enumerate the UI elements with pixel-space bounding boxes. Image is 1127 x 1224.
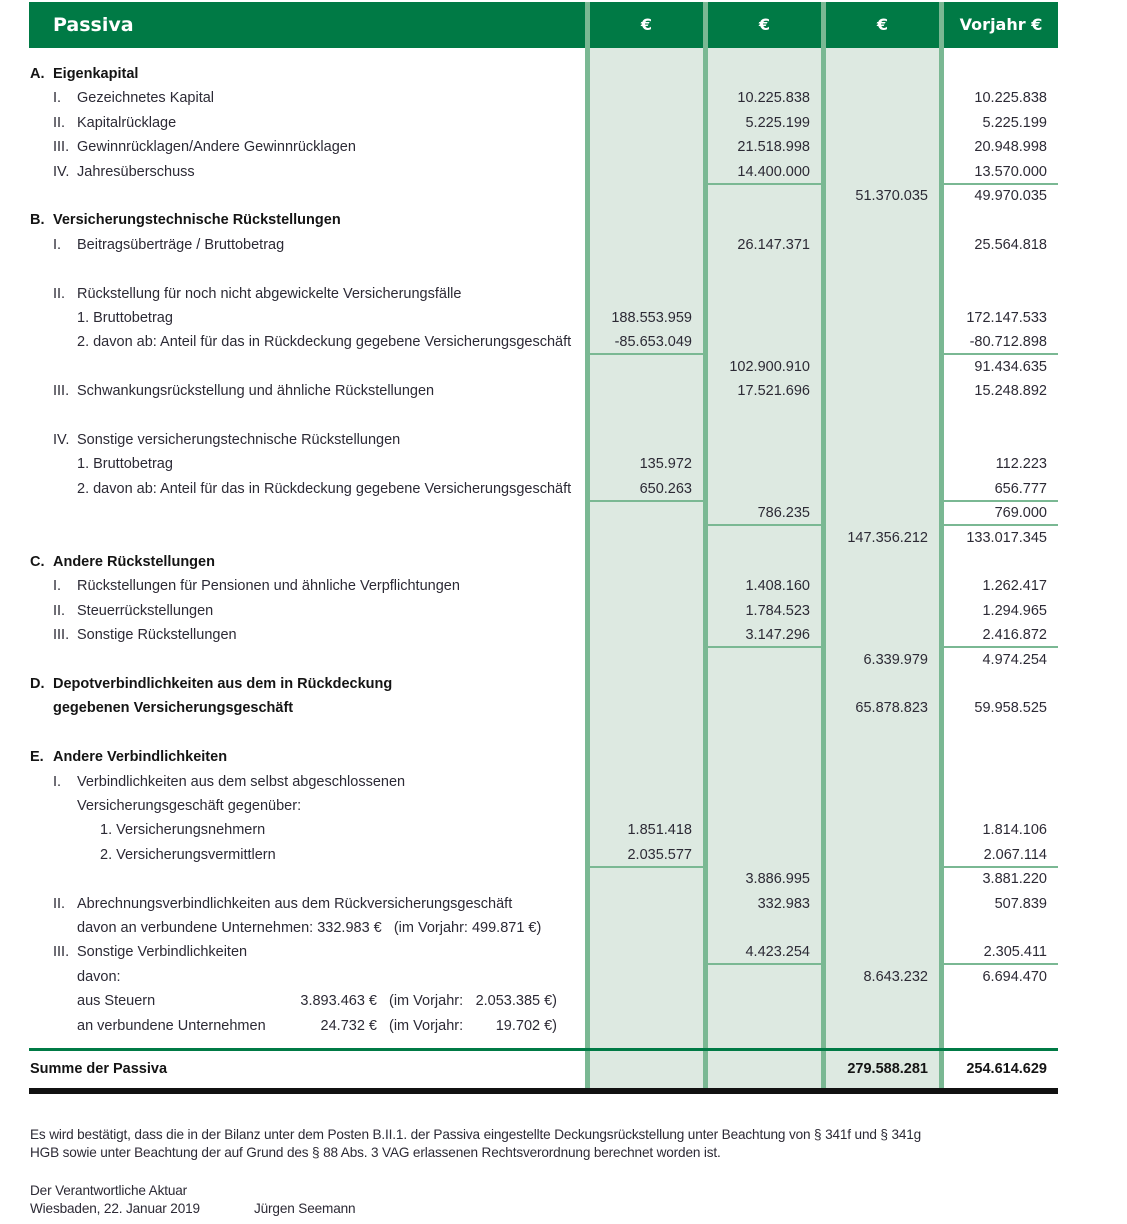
row-label: Depotverbindlichkeiten aus dem in Rückdeckung bbox=[53, 676, 393, 692]
total-divider bbox=[29, 1048, 1058, 1051]
table-row bbox=[0, 843, 1127, 867]
row-label: Eigenkapital bbox=[53, 66, 139, 82]
subtotal-row bbox=[0, 184, 1127, 208]
table-row bbox=[0, 86, 1127, 110]
row-marker: IV. bbox=[53, 163, 70, 180]
row-marker: IV. bbox=[53, 432, 70, 448]
total-label: Summe der Passiva bbox=[30, 1061, 168, 1077]
subtotal-row bbox=[0, 355, 1127, 379]
value-col2: 10.225.838 bbox=[737, 90, 810, 107]
subtotal-row bbox=[0, 648, 1127, 672]
row-label: Gezeichnetes Kapital bbox=[77, 90, 215, 107]
row-marker: III. bbox=[53, 627, 70, 644]
subtotal-row bbox=[0, 257, 1127, 281]
value-prior-year: 1.814.106 bbox=[982, 822, 1047, 839]
value-col1: 1.851.418 bbox=[627, 822, 692, 839]
row-label: Verbindlichkeiten aus dem selbst abgeschlossenen bbox=[77, 773, 406, 790]
value-prior-year: 2.416.872 bbox=[982, 627, 1047, 644]
value-col3: 65.878.823 bbox=[855, 700, 928, 717]
row-label: 2. davon ab: Anteil für das in Rückdeckung gegebene Versicherungsgeschäft bbox=[77, 334, 572, 351]
section-heading bbox=[0, 62, 1127, 86]
row-marker: A. bbox=[30, 66, 45, 82]
table-row bbox=[0, 330, 1127, 354]
value-col2: 3.886.995 bbox=[745, 871, 810, 888]
table-row bbox=[0, 233, 1127, 257]
table-row bbox=[0, 135, 1127, 159]
table-bottom-rule bbox=[29, 1088, 1058, 1094]
row-label: Versicherungsgeschäft gegenüber: bbox=[77, 798, 302, 814]
value-col3: 8.643.232 bbox=[863, 968, 928, 985]
table-row bbox=[0, 477, 1127, 501]
row-label: gegebenen Versicherungsgeschäft bbox=[53, 700, 294, 717]
signatory-role: Der Verantwortliche Aktuar bbox=[30, 1183, 188, 1198]
table-row bbox=[0, 599, 1127, 623]
value-prior-year: 15.248.892 bbox=[974, 383, 1047, 400]
value-prior-year: 20.948.998 bbox=[974, 139, 1047, 156]
value-prior-year: 3.881.220 bbox=[982, 871, 1047, 888]
detail-prior-amount: 19.702 €) bbox=[495, 1017, 557, 1034]
row-label: Sonstige Rückstellungen bbox=[77, 627, 237, 644]
row-marker: II. bbox=[53, 602, 66, 619]
section-heading bbox=[0, 745, 1127, 769]
table-row bbox=[0, 794, 1127, 818]
value-col2: 5.225.199 bbox=[745, 114, 810, 131]
value-col1: 188.553.959 bbox=[611, 310, 692, 326]
table-row bbox=[0, 306, 1127, 330]
table-row bbox=[0, 1014, 1127, 1038]
signatory-name: Jürgen Seemann bbox=[254, 1201, 356, 1216]
value-prior-year: 2.067.114 bbox=[983, 846, 1047, 863]
value-prior-year: 10.225.838 bbox=[974, 90, 1047, 107]
row-label: 2. Versicherungsvermittlern bbox=[100, 846, 276, 863]
value-col3: 6.339.979 bbox=[863, 651, 928, 668]
value-col2: 17.521.696 bbox=[737, 383, 810, 400]
detail-prior-label: (im Vorjahr: bbox=[389, 993, 464, 1010]
value-col2: 26.147.371 bbox=[737, 236, 810, 253]
value-prior-year: 112.223 bbox=[995, 456, 1047, 473]
total-value-col3: 279.588.281 bbox=[847, 1061, 928, 1077]
row-label: aus Steuern bbox=[77, 993, 156, 1010]
row-marker: D. bbox=[30, 676, 45, 692]
value-prior-year: 4.974.254 bbox=[982, 651, 1047, 668]
table-row bbox=[0, 770, 1127, 794]
value-prior-year: -80.712.898 bbox=[969, 334, 1047, 351]
row-marker: II. bbox=[53, 895, 66, 912]
subtotal-row bbox=[0, 526, 1127, 550]
value-col2: 1.408.160 bbox=[745, 578, 810, 595]
value-prior-year: 769.000 bbox=[994, 505, 1047, 522]
table-row bbox=[0, 965, 1127, 989]
section-heading bbox=[0, 208, 1127, 232]
value-col2: 332.983 bbox=[757, 895, 810, 912]
value-prior-year: 91.434.635 bbox=[974, 358, 1047, 375]
table-title: Passiva bbox=[53, 14, 134, 36]
value-prior-year: 5.225.199 bbox=[982, 114, 1047, 131]
row-marker: E. bbox=[30, 749, 44, 766]
row-label: Beitragsüberträge / Bruttobetrag bbox=[77, 236, 285, 253]
row-marker: I. bbox=[53, 236, 62, 253]
row-marker: III. bbox=[53, 139, 70, 156]
column-header-1: € bbox=[640, 15, 653, 34]
detail-amount: 3.893.463 € bbox=[300, 993, 377, 1010]
subtotal-row bbox=[0, 404, 1127, 428]
value-prior-year: 507.839 bbox=[994, 895, 1047, 912]
row-label: Sonstige versicherungstechnische Rückstellungen bbox=[77, 432, 401, 448]
value-col2: 102.900.910 bbox=[729, 358, 810, 375]
value-prior-year: 656.777 bbox=[994, 480, 1047, 497]
value-prior-year: 49.970.035 bbox=[974, 188, 1047, 204]
row-label: Schwankungsrückstellung und ähnliche Rückstellungen bbox=[77, 383, 435, 400]
value-prior-year: 2.305.411 bbox=[983, 944, 1047, 961]
value-col2: 21.518.998 bbox=[737, 139, 810, 156]
row-label: Kapitalrücklage bbox=[77, 114, 177, 131]
row-label: Andere Rückstellungen bbox=[53, 554, 215, 570]
certification-text-line-1: Es wird bestätigt, dass die in der Bilanz unter dem Posten B.II.1. der Passiva eingestellte Deckungsrückstellung unter Beachtung von § 341f und § 341g bbox=[30, 1127, 922, 1142]
total-value-prior-year: 254.614.629 bbox=[966, 1061, 1047, 1077]
certification-text-line-2: HGB sowie unter Beachtung der auf Grund des § 88 Abs. 3 VAG erlassenen Rechtsverordnung berechnet worden ist. bbox=[30, 1145, 721, 1160]
column-header-prior-year: Vorjahr € bbox=[959, 15, 1043, 34]
detail-prior-label: (im Vorjahr: bbox=[389, 1017, 464, 1034]
row-marker: II. bbox=[53, 114, 66, 131]
total-row bbox=[0, 1057, 1127, 1081]
row-marker: I. bbox=[53, 578, 62, 595]
detail-prior-amount: 2.053.385 €) bbox=[475, 993, 557, 1010]
detail-amount: 24.732 € bbox=[320, 1017, 377, 1034]
subtotal-row bbox=[0, 501, 1127, 525]
column-header-3: € bbox=[876, 15, 889, 34]
value-col3: 51.370.035 bbox=[855, 188, 928, 204]
row-marker: I. bbox=[53, 773, 62, 790]
subtotal-row bbox=[0, 867, 1127, 891]
table-row bbox=[0, 916, 1127, 940]
value-prior-year: 1.294.965 bbox=[982, 602, 1047, 619]
table-row bbox=[0, 379, 1127, 403]
row-label: 1. Bruttobetrag bbox=[77, 310, 173, 326]
value-col1: -85.653.049 bbox=[614, 334, 692, 351]
value-prior-year: 172.147.533 bbox=[966, 310, 1047, 326]
section-heading bbox=[0, 672, 1127, 696]
column-header-2: € bbox=[758, 15, 771, 34]
value-col1: 135.972 bbox=[639, 456, 692, 473]
row-label: Rückstellungen für Pensionen und ähnliche Verpflichtungen bbox=[77, 578, 460, 595]
row-marker: III. bbox=[53, 944, 70, 961]
value-col2: 3.147.296 bbox=[745, 627, 810, 644]
table-row bbox=[0, 428, 1127, 452]
row-label: davon an verbundene Unternehmen: 332.983 € (im Vorjahr: 499.871 €) bbox=[77, 920, 542, 936]
value-prior-year: 59.958.525 bbox=[974, 700, 1047, 717]
row-label: davon: bbox=[77, 968, 121, 985]
table-row bbox=[0, 818, 1127, 842]
value-col2: 14.400.000 bbox=[737, 163, 810, 180]
row-label: Andere Verbindlichkeiten bbox=[53, 749, 228, 766]
row-label: Steuerrückstellungen bbox=[77, 602, 214, 619]
value-col2: 1.784.523 bbox=[745, 602, 810, 619]
row-label: Sonstige Verbindlichkeiten bbox=[77, 944, 248, 961]
value-prior-year: 133.017.345 bbox=[966, 529, 1047, 546]
row-marker: II. bbox=[53, 285, 66, 302]
row-label: 2. davon ab: Anteil für das in Rückdeckung gegebene Versicherungsgeschäft bbox=[77, 480, 572, 497]
table-row bbox=[0, 111, 1127, 135]
value-col2: 786.235 bbox=[757, 505, 810, 522]
row-label: Jahresüberschuss bbox=[77, 163, 195, 180]
row-label: an verbundene Unternehmen bbox=[77, 1017, 266, 1034]
value-col2: 4.423.254 bbox=[745, 944, 810, 961]
table-row bbox=[0, 892, 1127, 916]
value-col3: 147.356.212 bbox=[847, 529, 928, 546]
row-label: Versicherungstechnische Rückstellungen bbox=[53, 212, 341, 229]
row-label: Rückstellung für noch nicht abgewickelte Versicherungsfälle bbox=[77, 285, 462, 302]
row-label: Abrechnungsverbindlichkeiten aus dem Rückversicherungsgeschäft bbox=[77, 895, 513, 912]
subtotal-row bbox=[0, 721, 1127, 745]
table-row bbox=[0, 160, 1127, 184]
section-heading bbox=[0, 550, 1127, 574]
row-marker: III. bbox=[53, 383, 70, 400]
row-label: 1. Versicherungsnehmern bbox=[100, 822, 266, 839]
value-prior-year: 25.564.818 bbox=[974, 236, 1047, 253]
table-row bbox=[0, 452, 1127, 476]
table-row bbox=[0, 574, 1127, 598]
row-marker: C. bbox=[30, 554, 45, 570]
table-row bbox=[0, 940, 1127, 964]
value-prior-year: 13.570.000 bbox=[974, 163, 1047, 180]
value-col1: 650.263 bbox=[639, 480, 692, 497]
value-col1: 2.035.577 bbox=[627, 846, 692, 863]
row-label: Gewinnrücklagen/Andere Gewinnrücklagen bbox=[77, 139, 356, 156]
value-prior-year: 6.694.470 bbox=[982, 968, 1047, 985]
place-date: Wiesbaden, 22. Januar 2019 bbox=[30, 1201, 200, 1216]
row-marker: B. bbox=[30, 212, 45, 229]
table-row bbox=[0, 696, 1127, 720]
value-prior-year: 1.262.417 bbox=[982, 578, 1047, 595]
table-row bbox=[0, 623, 1127, 647]
row-marker: I. bbox=[53, 90, 62, 107]
table-row bbox=[0, 989, 1127, 1013]
row-label: 1. Bruttobetrag bbox=[77, 456, 173, 473]
table-row bbox=[0, 282, 1127, 306]
